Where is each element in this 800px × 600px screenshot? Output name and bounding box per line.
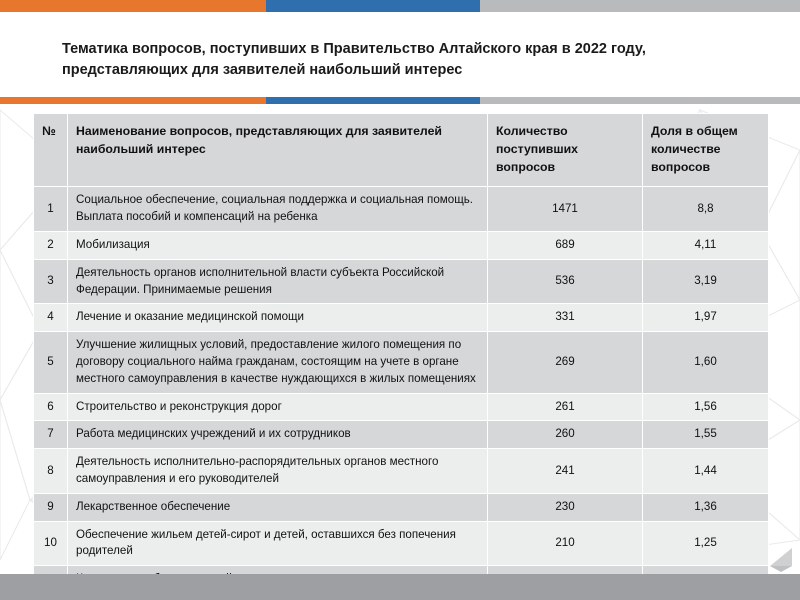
row-number: 2 bbox=[34, 232, 68, 260]
row-share: 4,11 bbox=[643, 232, 769, 260]
row-topic: Лекарственное обеспечение bbox=[68, 493, 488, 521]
row-number: 5 bbox=[34, 332, 68, 393]
column-header-number: № bbox=[34, 114, 68, 187]
top-bar-orange-segment bbox=[0, 0, 266, 12]
row-count: 269 bbox=[488, 332, 643, 393]
row-topic: Работа медицинских учреждений и их сотрудников bbox=[68, 421, 488, 449]
row-count: 260 bbox=[488, 421, 643, 449]
row-count: 536 bbox=[488, 259, 643, 304]
table-row bbox=[34, 232, 769, 260]
row-number: 4 bbox=[34, 304, 68, 332]
questions-table-wrapper bbox=[33, 113, 768, 600]
row-number: 9 bbox=[34, 493, 68, 521]
row-share: 3,19 bbox=[643, 259, 769, 304]
row-count: 689 bbox=[488, 232, 643, 260]
row-number: 6 bbox=[34, 393, 68, 421]
table-row bbox=[34, 421, 769, 449]
row-number: 7 bbox=[34, 421, 68, 449]
row-share: 1,97 bbox=[643, 304, 769, 332]
top-bar-blue-segment bbox=[266, 0, 480, 12]
column-header-count: Количество поступивших вопросов bbox=[488, 114, 643, 187]
table-row bbox=[34, 187, 769, 232]
row-topic: Мобилизация bbox=[68, 232, 488, 260]
corner-logo-mark bbox=[768, 546, 794, 572]
row-count: 261 bbox=[488, 393, 643, 421]
row-topic: Деятельность органов исполнительной власти субъекта Российской Федерации. Принимаемые решения bbox=[68, 259, 488, 304]
row-share: 1,44 bbox=[643, 449, 769, 494]
page-title: Тематика вопросов, поступивших в Правительство Алтайского края в 2022 году, представляющих для заявителей наибольший интерес bbox=[62, 41, 646, 78]
row-count: 1471 bbox=[488, 187, 643, 232]
row-count: 241 bbox=[488, 449, 643, 494]
row-share: 1,55 bbox=[643, 421, 769, 449]
column-header-name: Наименование вопросов, представляющих для заявителей наибольший интерес bbox=[68, 114, 488, 187]
table-row bbox=[34, 393, 769, 421]
table-row bbox=[34, 449, 769, 494]
table-row bbox=[34, 493, 769, 521]
table-row bbox=[34, 521, 769, 566]
row-topic: Социальное обеспечение, социальная поддержка и социальная помощь. Выплата пособий и компенсаций на ребенка bbox=[68, 187, 488, 232]
top-color-bar bbox=[0, 0, 800, 12]
row-share: 1,60 bbox=[643, 332, 769, 393]
row-topic: Обеспечение жильем детей-сирот и детей, оставшихся без попечения родителей bbox=[68, 521, 488, 566]
column-header-share: Доля в общем количестве вопросов bbox=[643, 114, 769, 187]
row-topic: Лечение и оказание медицинской помощи bbox=[68, 304, 488, 332]
table-header bbox=[34, 114, 769, 187]
row-share: 1,36 bbox=[643, 493, 769, 521]
row-share: 1,56 bbox=[643, 393, 769, 421]
sub-bar-grey-segment bbox=[480, 97, 800, 104]
row-topic: Деятельность исполнительно-распорядительных органов местного самоуправления и его руководителей bbox=[68, 449, 488, 494]
table-row bbox=[34, 332, 769, 393]
row-count: 210 bbox=[488, 521, 643, 566]
row-share: 8,8 bbox=[643, 187, 769, 232]
table-body bbox=[34, 187, 769, 600]
sub-bar-blue-segment bbox=[266, 97, 480, 104]
sub-bar-orange-segment bbox=[0, 97, 266, 104]
row-number: 8 bbox=[34, 449, 68, 494]
bottom-color-bar bbox=[0, 574, 800, 600]
top-bar-grey-segment bbox=[480, 0, 800, 12]
row-count: 230 bbox=[488, 493, 643, 521]
row-share: 1,25 bbox=[643, 521, 769, 566]
row-count: 331 bbox=[488, 304, 643, 332]
table-header-row bbox=[34, 114, 769, 187]
row-number: 10 bbox=[34, 521, 68, 566]
row-number: 1 bbox=[34, 187, 68, 232]
title-band bbox=[0, 12, 800, 97]
row-number: 3 bbox=[34, 259, 68, 304]
table-row bbox=[34, 259, 769, 304]
table-row bbox=[34, 304, 769, 332]
row-topic: Строительство и реконструкция дорог bbox=[68, 393, 488, 421]
row-topic: Улучшение жилищных условий, предоставление жилого помещения по договору социального найма гражданам, состоящим на учете в органе местного самоуправления в качестве нуждающихся в жилых помещениях bbox=[68, 332, 488, 393]
questions-table bbox=[33, 113, 769, 600]
sub-color-bar bbox=[0, 97, 800, 104]
